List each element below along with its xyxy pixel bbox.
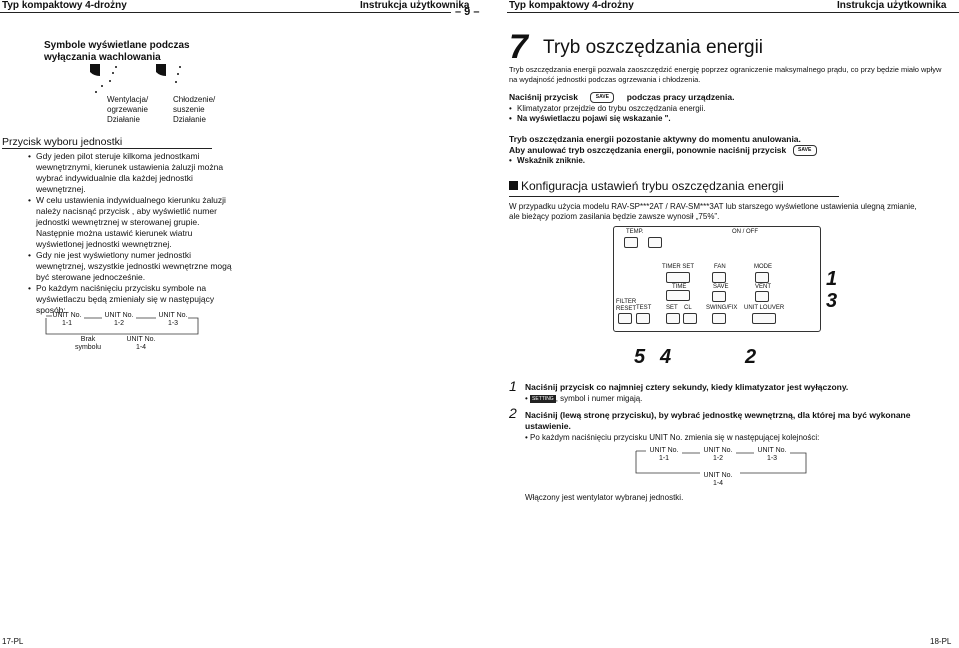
left-footer: 17-PL [2, 637, 24, 646]
chapter-number: 7 [509, 28, 528, 66]
step1-bullet: • SETTING , symbol i numer migają. [525, 394, 643, 403]
step2-text: Naciśnij (lewą stronę przycisku), by wybrać jednostkę wewnętrzną, dla której ma być wykonane ustawienie. [525, 410, 911, 431]
remote-onoff-label: ON / OFF [732, 229, 758, 235]
left-bullet-3: • Gdy nie jest wyświetlony numer jednostki wewnętrznej, wszystkie jednostki wewnętrzne mogą być sterowane jednocześnie. [28, 250, 232, 283]
setting-tag: SETTING [532, 395, 554, 402]
remote-vent-label: VENT [755, 284, 772, 290]
left-header-right: Instrukcja użytkownika [360, 0, 470, 11]
fan-note: Włączony jest wentylator wybranej jednostki. [525, 493, 684, 502]
press-line [509, 92, 734, 103]
timer-set-button[interactable] [666, 272, 690, 283]
callout-2: 2 [745, 346, 757, 368]
set-button[interactable] [666, 313, 680, 324]
step1-text: Naciśnij przycisk co najmniej cztery sekundy, kiedy klimatyzator jest wyłączony. [525, 382, 849, 392]
config-title [509, 179, 784, 193]
callout-3: 3 [826, 290, 838, 312]
step1-number: 1 [509, 378, 517, 394]
right-footer: 18-PL [930, 637, 952, 646]
mode-button[interactable] [755, 272, 769, 283]
right-header-rule [507, 12, 959, 13]
remain-bullets [509, 156, 585, 166]
right-unit-1: UNIT No. 1-1 [649, 447, 679, 462]
cool-dry-symbol-icon [154, 62, 194, 92]
remote-swing-label: SWING/FIX [706, 305, 738, 311]
config-text: W przypadku użycia modelu RAV-SP***2AT / RAV-SM***3AT lub starszego wyświetlone ustawienia ulegną zmianie, ale bieżący poziom zasilania będzie zawsze wynosił „75%”. [509, 202, 917, 221]
right-unit-4: UNIT No. 1-4 [703, 472, 733, 487]
remote-timer-set-label: TIMER SET [662, 264, 695, 270]
remote-fan-label: FAN [714, 264, 726, 270]
left-unit-4: UNIT No. 1-4 [126, 336, 156, 351]
left-bullet-list [28, 151, 232, 316]
callout-1: 1 [826, 268, 838, 290]
callout-4: 4 [660, 346, 672, 368]
test-button[interactable] [636, 313, 650, 324]
config-rule [509, 196, 839, 197]
temp-down-button[interactable] [624, 237, 638, 248]
remote-cl-label: CL [684, 305, 692, 311]
left-bullet-2: • W celu ustawienia indywidualnego kierunku żaluzji należy nacisnąć przycisk , aby wyświetlić numer jednostki wewnętrznej w sterowanej grupie. Następnie można ustawić kierunek wiatru wyświetlonej jednostki wewnętrznej. [28, 195, 232, 250]
remote-unit-louver-label: UNIT LOUVER [744, 305, 785, 311]
right-unit-2: UNIT No. 1-2 [703, 447, 733, 462]
press-bullet-2: • Na wyświetlaczu pojawi się wskazanie ". [509, 114, 909, 124]
temp-up-button[interactable] [648, 237, 662, 248]
save-button-icon-2: SAVE [793, 145, 817, 156]
left-unit-2: UNIT No. 1-2 [104, 312, 134, 327]
center-divider [495, 12, 496, 648]
left-unit-none: Brak symbolu [74, 336, 102, 351]
remain-text-2: Aby anulować tryb oszczędzania energii, ponownie naciśnij przycisk [509, 145, 787, 155]
time-button[interactable] [666, 290, 690, 301]
unit-louver-button[interactable] [752, 313, 776, 324]
step1-bullet-text: , symbol i numer migają. [555, 394, 643, 403]
left-header-title: Typ kompaktowy 4-drożny [2, 0, 127, 11]
remain-line-2 [509, 145, 817, 156]
remote-save-label: SAVE [713, 284, 729, 290]
swing-fix-button[interactable] [712, 313, 726, 324]
filter-reset-button[interactable] [618, 313, 632, 324]
step2-number: 2 [509, 405, 517, 421]
right-unit-3: UNIT No. 1-3 [757, 447, 787, 462]
remote-mode-label: MODE [754, 264, 772, 270]
right-header-right: Instrukcja użytkownika [837, 0, 947, 11]
press-text-b: podczas pracy urządzenia. [626, 92, 735, 102]
chapter-intro: Tryb oszczędzania energii pozwala zaoszczędzić energię poprzez ograniczenie maksymalnego prądu, co przy będzie miało wpływ na wydajność jednostki podczas ogrzewania i chłodzenia. [509, 65, 942, 84]
remote-test-label: TEST [636, 305, 652, 311]
symbol1-label: Wentylacja/ ogrzewanie Działanie [107, 95, 149, 124]
press-text-a: Naciśnij przycisk [509, 92, 578, 102]
config-title-text: Konfiguracja ustawień trybu oszczędzania energii [521, 179, 784, 193]
press-bullets [509, 104, 909, 124]
left-bullet-1: • Gdy jeden pilot steruje kilkoma jednostkami wewnętrznymi, kierunek ustawienia żaluzji można wybrać indywidualnie dla każdej jednostki wewnętrznej. [28, 151, 232, 195]
remote-set-label: SET [666, 305, 678, 311]
left-bullet-4: • Po każdym naciśnięciu przycisku symbole na wyświetlaczu będą zmieniały się w następujący sposób: [28, 283, 232, 316]
remain-line-1: Tryb oszczędzania energii pozostanie aktywny do momentu anulowania. [509, 134, 801, 144]
config-square-icon [509, 181, 518, 190]
remote-time-label: TIME [672, 284, 687, 290]
page-center-number: – 9 – [455, 6, 480, 18]
remote-temp-label: TEMP. [626, 229, 644, 235]
save-button[interactable] [712, 291, 726, 302]
remain-bullet: • Wskaźnik zniknie. [509, 156, 585, 166]
save-button-icon: SAVE [590, 92, 614, 103]
callout-5: 5 [634, 346, 646, 368]
fan-button[interactable] [712, 272, 726, 283]
chapter-title: Tryb oszczędzania energii [543, 37, 764, 58]
symbols-title: Symbole wyświetlane podczas wyłączania wachlowania [44, 40, 190, 63]
right-sequence-arrows [630, 447, 820, 487]
vent-button[interactable] [755, 291, 769, 302]
remote-controller [613, 226, 821, 332]
step2-bullet-text: Po każdym naciśnięciu przycisku UNIT No. zmienia się w następującej kolejności: [530, 433, 820, 442]
step2-bullet: • Po każdym naciśnięciu przycisku UNIT No. zmienia się w następującej kolejności: [525, 433, 820, 442]
left-sequence-arrows [38, 312, 208, 352]
left-unit-3: UNIT No. 1-3 [158, 312, 188, 327]
press-bullet-1: • Klimatyzator przejdzie do trybu oszczędzania energii. [509, 104, 909, 114]
symbol2-label: Chłodzenie/ suszenie Działanie [173, 95, 216, 124]
left-unit-1: UNIT No. 1-1 [52, 312, 82, 327]
right-header-title: Typ kompaktowy 4-drożny [509, 0, 634, 11]
remote-filter-reset-label: FILTER RESET [616, 299, 637, 312]
section-title: Przycisk wyboru jednostki [2, 136, 123, 148]
section-rule [2, 148, 212, 149]
left-header-rule [0, 12, 451, 13]
cl-button[interactable] [683, 313, 697, 324]
